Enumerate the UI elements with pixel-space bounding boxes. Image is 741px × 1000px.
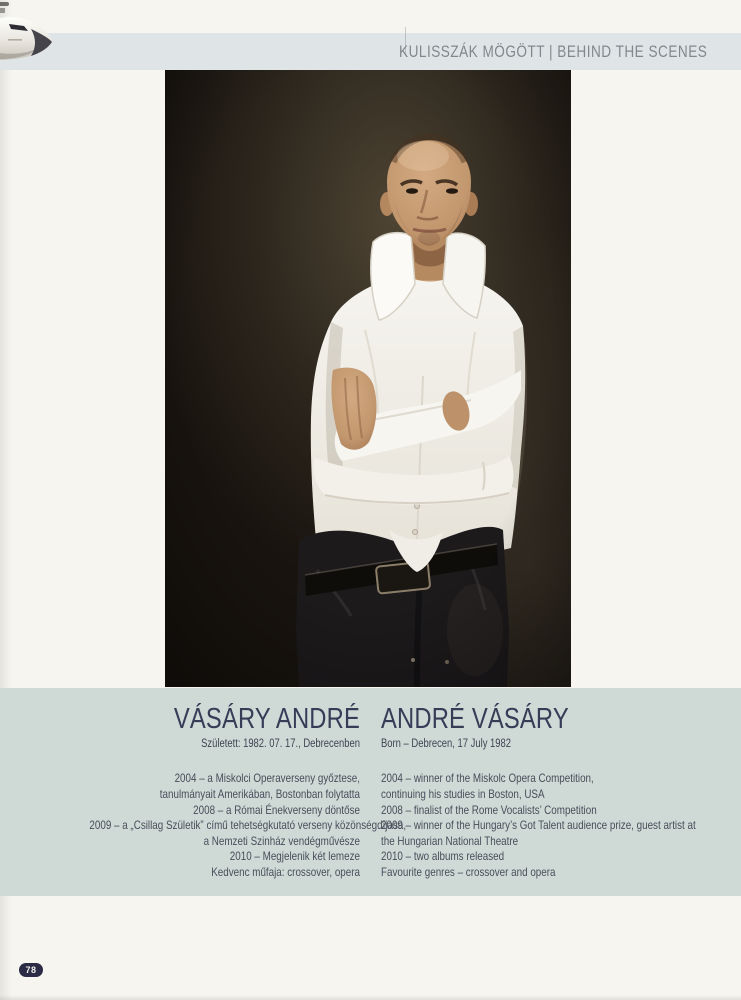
- profile-english: [381, 688, 729, 881]
- bio-line: tanulmányait Amerikában, Bostonban folytatta: [159, 787, 360, 802]
- bio-line: 2009 – a „Csillag Születik” című tehetségkutató verseny közönségdíjasa,: [89, 818, 407, 833]
- section-title: KULISSZÁK MÖGÖTT | BEHIND THE SCENES: [398, 41, 707, 61]
- bio-line: 2004 – a Miskolci Operaverseny győztese,: [174, 771, 360, 786]
- profile-hungarian: [30, 688, 407, 881]
- bio-line: 2004 – winner of the Miskolc Opera Competition,: [381, 771, 594, 786]
- bio-line: 2010 – Megjelenik két lemeze: [229, 849, 360, 864]
- scan-hairline: [405, 27, 406, 55]
- page-number-badge: 78: [19, 963, 43, 977]
- artist-name-en: ANDRÉ VÁSÁRY: [381, 703, 569, 735]
- bio-line: 2008 – finalist of the Rome Vocalists’ Competition: [381, 802, 597, 817]
- bio-line: 2008 – a Római Énekverseny döntőse: [193, 802, 360, 817]
- airplane-nose-icon: [0, 13, 56, 63]
- bio-line: a Nemzeti Szinház vendégművésze: [203, 833, 360, 848]
- bio-line: the Hungarian National Theatre: [381, 833, 519, 848]
- scan-edge-shadow: [0, 995, 741, 1000]
- birth-line-en: Born – Debrecen, 17 July 1982: [381, 738, 512, 751]
- birth-line-hu: Született: 1982. 07. 17., Debrecenben: [201, 738, 360, 751]
- bio-en: [381, 771, 696, 880]
- section-header-band: [0, 33, 741, 70]
- bio-band: [0, 688, 741, 896]
- artist-name-hu: VÁSÁRY ANDRÉ: [173, 703, 360, 735]
- bio-line: 2010 – two albums released: [381, 849, 505, 864]
- portrait-photo: [165, 70, 571, 687]
- bio-hu: [89, 771, 407, 880]
- bio-line: continuing his studies in Boston, USA: [381, 787, 545, 802]
- bio-line: 2009 – winner of the Hungary’s Got Talent audience prize, guest artist at: [381, 818, 696, 833]
- bio-line: Favourite genres – crossover and opera: [381, 865, 556, 879]
- bio-line: Kedvenc műfaja: crossover, opera: [211, 865, 360, 879]
